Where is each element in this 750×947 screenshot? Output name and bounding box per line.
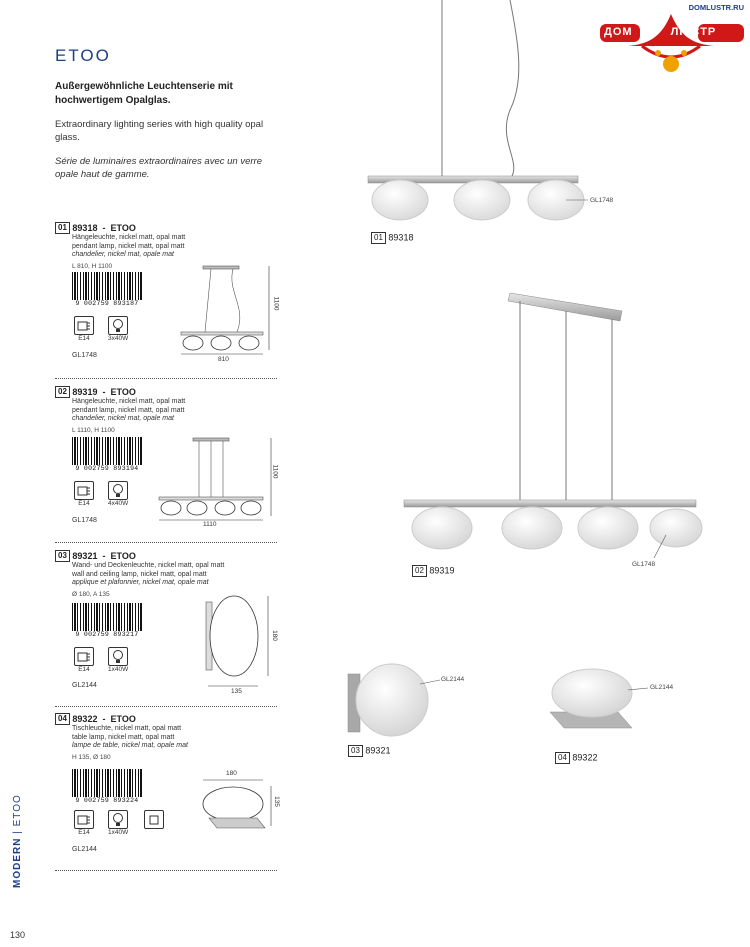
photo-caption-89318: 01 89318 bbox=[371, 232, 413, 244]
page-title: ETOO bbox=[55, 46, 111, 65]
photo-caption-89322: 04 89322 bbox=[555, 752, 597, 764]
switch-icon-group bbox=[144, 810, 164, 829]
height-label: 180 bbox=[270, 630, 278, 641]
switch-icon bbox=[144, 810, 164, 829]
item-name: ETOO bbox=[110, 223, 136, 233]
photo-89319 bbox=[400, 285, 720, 575]
desc-german: Wand- und Deckenleuchte, nickel matt, opal matt bbox=[72, 562, 225, 569]
glass-callout-89322: GL2144 bbox=[650, 684, 674, 691]
bulb-icon bbox=[108, 810, 128, 829]
bulb-icon bbox=[108, 316, 128, 335]
width-label: 810 bbox=[218, 356, 229, 363]
divider bbox=[55, 706, 277, 707]
desc-english: table lamp, nickel matt, opal matt bbox=[72, 733, 175, 741]
desc-french: lampe de table, nickel mat, opale mat bbox=[72, 742, 188, 749]
glass-code: GL2144 bbox=[72, 682, 97, 689]
glass-code: GL2144 bbox=[72, 846, 97, 853]
wattage-label: 1x40W bbox=[108, 829, 129, 836]
photo-caption-89319: 02 89319 bbox=[412, 565, 454, 577]
barcode bbox=[72, 272, 142, 308]
socket-label: E14 bbox=[78, 335, 90, 342]
chandelier-logo-icon bbox=[598, 8, 744, 74]
bulb-icon bbox=[108, 647, 128, 666]
photo-89322 bbox=[540, 660, 660, 740]
barcode bbox=[72, 603, 142, 639]
width-label: 1110 bbox=[203, 521, 217, 528]
item-code: 89318 bbox=[72, 223, 98, 233]
desc-french: chandelier, nickel mat, opale mat bbox=[72, 251, 174, 258]
socket-icon bbox=[74, 481, 94, 500]
dimensions-text: H 135, Ø 180 bbox=[72, 753, 111, 761]
side-section-label: MODERN | ETOO bbox=[12, 794, 23, 888]
divider bbox=[55, 542, 277, 543]
dimensions-text: L 1110, H 1100 bbox=[72, 426, 115, 434]
bulb-icon-group bbox=[108, 481, 128, 507]
product-entry-01: 01 89318 - ETOO Hängeleuchte, nickel matt, opal matt pendant lamp, nickel matt, opal matt chandelier, nickel mat, opale mat L 810, H 1100 bbox=[55, 222, 277, 270]
item-name: ETOO bbox=[110, 551, 136, 561]
socket-icon-group bbox=[74, 481, 94, 507]
bulb-icon-group bbox=[108, 647, 128, 673]
width-label: 135 bbox=[231, 688, 242, 695]
intro-french: Série de luminaires extraordinaires avec un verre opale haut de gamme. bbox=[55, 156, 262, 180]
page-number: 130 bbox=[10, 930, 26, 940]
dimensions-text: L 810, H 1100 bbox=[72, 262, 113, 270]
item-name: ETOO bbox=[110, 714, 136, 724]
dimensions-text: Ø 180, A 135 bbox=[72, 590, 110, 598]
wattage-label: 4x40W bbox=[108, 500, 129, 507]
logo-url: DOMLUSTR.RU bbox=[688, 3, 744, 12]
barcode bbox=[72, 437, 142, 473]
wattage-label: 3x40W bbox=[108, 335, 129, 342]
desc-french: chandelier, nickel mat, opale mat bbox=[72, 415, 174, 422]
photo-89318 bbox=[360, 0, 600, 230]
desc-english: pendant lamp, nickel matt, opal matt bbox=[72, 242, 185, 250]
photo-89321 bbox=[340, 660, 470, 745]
desc-german: Tischleuchte, nickel matt, opal matt bbox=[72, 725, 182, 732]
barcode-number: 9 002759 893224 bbox=[75, 797, 139, 804]
intro-german: Außergewöhnliche Leuchtenserie mit hochwertigem Opalglas. bbox=[55, 81, 233, 106]
divider bbox=[55, 378, 277, 379]
height-label: 135 bbox=[272, 796, 280, 807]
socket-label: E14 bbox=[78, 829, 90, 836]
item-name: ETOO bbox=[110, 387, 136, 397]
desc-french: applique et plafonnier, nickel mat, opale mat bbox=[72, 579, 209, 586]
wall-lamp-03-drawing bbox=[200, 594, 276, 694]
desc-german: Hängeleuchte, nickel matt, opal matt bbox=[72, 398, 186, 405]
desc-english: pendant lamp, nickel matt, opal matt bbox=[72, 406, 185, 414]
width-label: 180 bbox=[226, 770, 237, 777]
table-lamp-04-drawing bbox=[195, 776, 275, 836]
bulb-icon bbox=[108, 481, 128, 500]
socket-icon-group bbox=[74, 810, 94, 836]
item-number: 02 bbox=[55, 386, 70, 398]
socket-icon-group bbox=[74, 647, 94, 673]
desc-english: wall and ceiling lamp, nickel matt, opal matt bbox=[72, 570, 207, 578]
socket-label: E14 bbox=[78, 500, 90, 507]
height-label: 1100 bbox=[271, 464, 279, 479]
item-code: 89319 bbox=[72, 387, 98, 397]
barcode bbox=[72, 769, 142, 805]
pendant-02-drawing bbox=[155, 432, 277, 528]
glass-callout-89321: GL2144 bbox=[441, 676, 465, 683]
logo bbox=[598, 8, 744, 74]
item-number: 01 bbox=[55, 222, 70, 234]
product-entry-04: 04 89322 - ETOO Tischleuchte, nickel matt, opal matt table lamp, nickel matt, opal matt lampe de table, nickel mat, opale mat H 135, Ø 180 bbox=[55, 713, 277, 761]
pendant-01-drawing bbox=[175, 262, 275, 362]
bulb-icon-group bbox=[108, 810, 128, 836]
item-number: 03 bbox=[55, 550, 70, 562]
item-code: 89321 bbox=[72, 551, 98, 561]
item-number: 04 bbox=[55, 713, 70, 725]
barcode-number: 9 002759 893217 bbox=[75, 631, 139, 638]
barcode-number: 9 002759 893187 bbox=[75, 300, 139, 307]
socket-label: E14 bbox=[78, 666, 90, 673]
socket-icon bbox=[74, 316, 94, 335]
glass-code: GL1748 bbox=[72, 352, 97, 359]
wattage-label: 1x40W bbox=[108, 666, 129, 673]
socket-icon bbox=[74, 810, 94, 829]
desc-german: Hängeleuchte, nickel matt, opal matt bbox=[72, 234, 186, 241]
logo-text: ДОМ ЛЮСТР bbox=[604, 26, 717, 38]
intro-english: Extraordinary lighting series with high quality opal glass. bbox=[55, 119, 264, 143]
height-label: 1100 bbox=[272, 296, 280, 311]
divider bbox=[55, 870, 277, 871]
glass-callout-89318: GL1748 bbox=[590, 197, 614, 204]
photo-caption-89321: 03 89321 bbox=[348, 745, 390, 757]
product-entry-03: 03 89321 - ETOO Wand- und Deckenleuchte, nickel matt, opal matt wall and ceiling lamp, nickel matt, opal matt applique et plafonnier, nickel mat, opale mat Ø 180, A 135 bbox=[55, 550, 277, 598]
glass-code: GL1748 bbox=[72, 517, 97, 524]
barcode-number: 9 002759 893194 bbox=[75, 465, 139, 472]
item-code: 89322 bbox=[72, 714, 98, 724]
product-entry-02: 02 89319 - ETOO Hängeleuchte, nickel matt, opal matt pendant lamp, nickel matt, opal matt chandelier, nickel mat, opale mat L 1110, H 1100 bbox=[55, 386, 277, 434]
socket-icon bbox=[74, 647, 94, 666]
bulb-icon-group bbox=[108, 316, 128, 342]
glass-callout-89319: GL1748 bbox=[632, 561, 656, 568]
socket-icon-group bbox=[74, 316, 94, 342]
